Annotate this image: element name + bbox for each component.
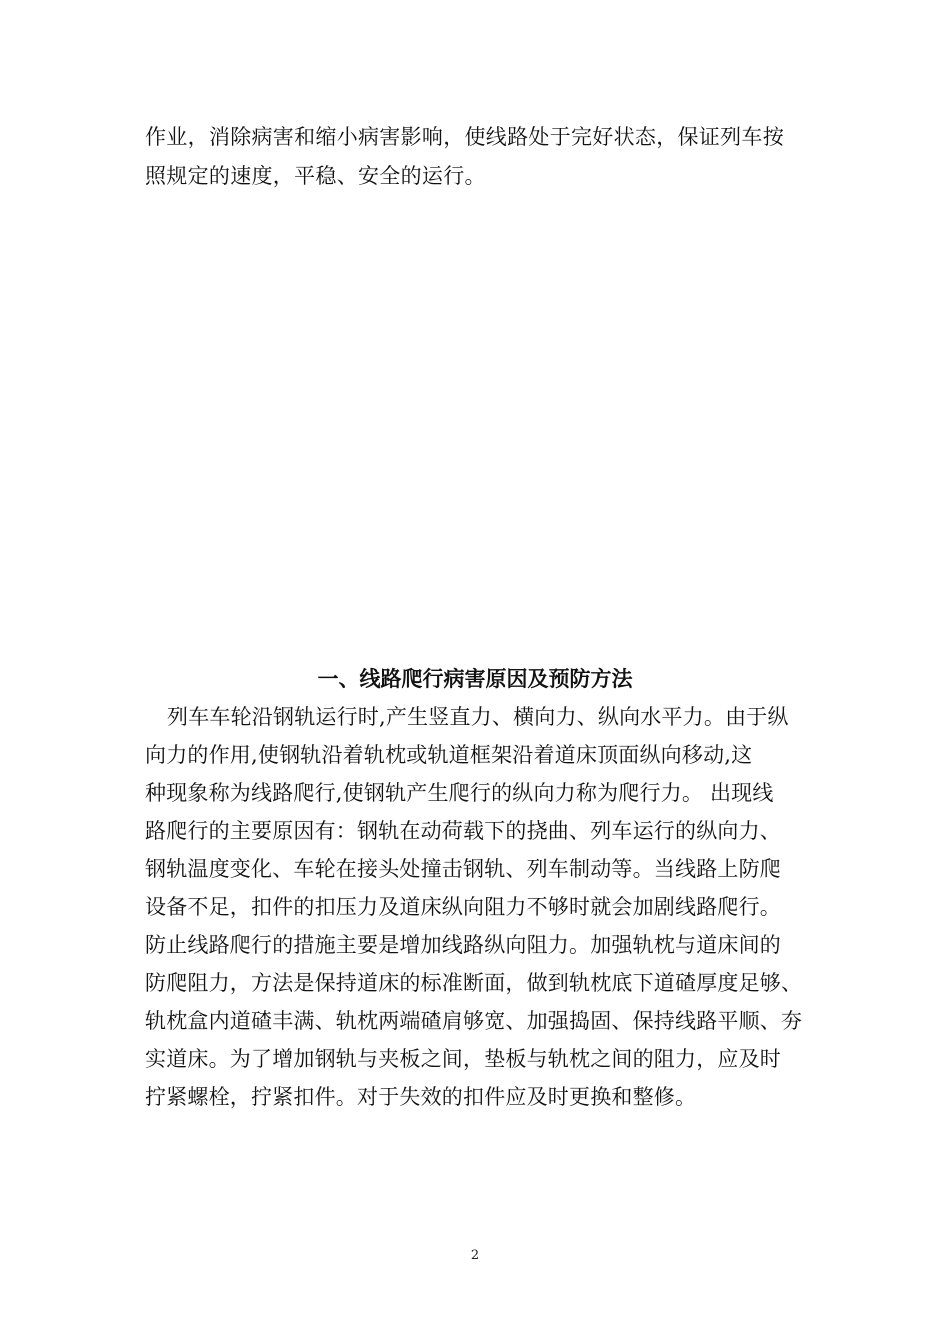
- body-line-5: 钢轨温度变化、车轮在接头处撞击钢轨、列车制动等。当线路上防爬: [145, 857, 781, 881]
- intro-paragraph-line-1: 作业，消除病害和缩小病害影响，使线路处于完好状态，保证列车按: [145, 125, 784, 149]
- body-line-9: 轨枕盒内道碴丰满、轨枕两端碴肩够宽、加强捣固、保持线路平顺、夯: [145, 1009, 803, 1033]
- body-line-8: 防爬阻力，方法是保持道床的标准断面，做到轨枕底下道碴厚度足够、: [145, 971, 803, 995]
- body-line-11: 拧紧螺栓，拧紧扣件。对于失效的扣件应及时更换和整修。: [145, 1085, 697, 1109]
- body-line-6: 设备不足，扣件的扣压力及道床纵向阻力不够时就会加剧线路爬行。: [145, 895, 781, 919]
- body-line-1: 列车车轮沿钢轨运行时,产生竖直力、横向力、纵向水平力。由于纵: [167, 705, 789, 729]
- body-line-4: 路爬行的主要原因有：钢轨在动荷载下的挠曲、列车运行的纵向力、: [145, 819, 781, 843]
- body-line-3: 种现象称为线路爬行,使钢轨产生爬行的纵向力称为爬行力。 出现线: [145, 781, 774, 805]
- intro-paragraph-line-2: 照规定的速度，平稳、安全的运行。: [145, 164, 486, 188]
- section-heading: 一、线路爬行病害原因及预防方法: [317, 666, 633, 691]
- body-line-10: 实道床。为了增加钢轨与夹板之间，垫板与轨枕之间的阻力，应及时: [145, 1047, 781, 1071]
- page-number: 2: [470, 1248, 480, 1263]
- body-line-7: 防止线路爬行的措施主要是增加线路纵向阻力。加强轨枕与道床间的: [145, 933, 781, 957]
- body-line-2: 向力的作用,使钢轨沿着轨枕或轨道框架沿着道床顶面纵向移动,这: [145, 743, 753, 767]
